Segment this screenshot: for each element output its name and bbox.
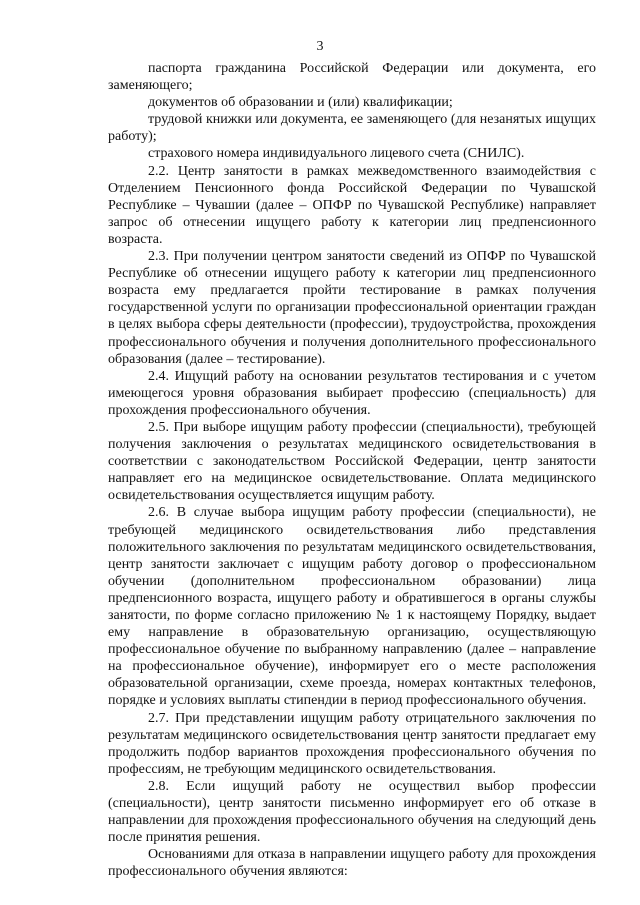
paragraph-2-3: 2.3. При получении центром занятости сведений из ОПФР по Чувашской Республике об отнесении ищущего работу к категории лиц предпенсионного возраста ему предлагается пройти тестирование в рамках получения государственной услуги по организации профессиональной ориентации граждан в целях выбора сферы деятельности (профессии), трудоустройства, прохождения профессионального обучения и получения дополнительного профессионального образования (далее – тестирование). bbox=[108, 249, 596, 367]
paragraph-2-6: 2.6. В случае выбора ищущим работу профессии (специальности), не требующей медицинского освидетельствования либо представления положительного заключения по результатам медицинского освидетельствования, центр занятости заключает с ищущим работу договор о профессиональном обучении (дополнительном профессиональном образовании) лица предпенсионного возраста, ищущего работу и обратившегося в органы службы занятости, по форме согласно приложению № 1 к настоящему Порядку, выдает ему направление в образовательную организацию, осуществляющую профессиональное обучение по выбранному направлению (далее – направление на профессиональное обучение), информирует его о месте расположения образовательной организации, схеме проезда, номерах контактных телефонов, порядке и условиях выплаты стипендии в период профессионального обучения. bbox=[108, 505, 596, 709]
paragraph-snils: страхового номера индивидуального лицевого счета (СНИЛС). bbox=[148, 146, 525, 162]
paragraph-2-2: 2.2. Центр занятости в рамках межведомственного взаимодействия с Отделением Пенсионного фонда Российской Федерации по Чувашской Республике – Чувашии (далее – ОПФР по Чувашской Республике) направляет запрос об отнесении ищущего работу к категории лиц предпенсионного возраста. bbox=[108, 163, 596, 247]
paragraph-2-4: 2.4. Ищущий работу на основании результатов тестирования и с учетом имеющегося уровня образования выбирает профессию (специальность) для прохождения профессионального обучения. bbox=[108, 368, 596, 418]
paragraph-2-8: 2.8. Если ищущий работу не осуществил выбор профессии (специальности), центр занятости письменно информирует его об отказе в направлении для прохождения профессионального обучения на следующий день после принятия решения. bbox=[108, 778, 596, 846]
paragraph-refusal-grounds: Основаниями для отказа в направлении ищущего работу для прохождения профессионального обучения являются: bbox=[108, 847, 596, 880]
paragraph-education-documents: документов об образовании и (или) квалификации; bbox=[148, 95, 453, 111]
paragraph-2-7: 2.7. При представлении ищущим работу отрицательного заключения по результатам медицинского освидетельствования центр занятости предлагает ему продолжить подбор вариантов прохождения профессионального обучения по профессиям, не требующим медицинского освидетельствования. bbox=[108, 710, 596, 777]
paragraph-2-5: 2.5. При выборе ищущим работу профессии (специальности), требующей получения заключения о результатах медицинского освидетельствования в соответствии с законодательством Российской Федерации, центр занятости направляет его на медицинское освидетельствование. Оплата медицинского освидетельствования осуществляется ищущим работу. bbox=[108, 419, 596, 504]
document-body bbox=[108, 60, 596, 881]
page-number: 3 bbox=[316, 39, 324, 54]
paragraph-employment-record: трудовой книжки или документа, ее заменяющего (для незанятых ищущих работу); bbox=[108, 112, 596, 145]
paragraph-passport: паспорта гражданина Российской Федерации или документа, его заменяющего; bbox=[108, 61, 596, 94]
